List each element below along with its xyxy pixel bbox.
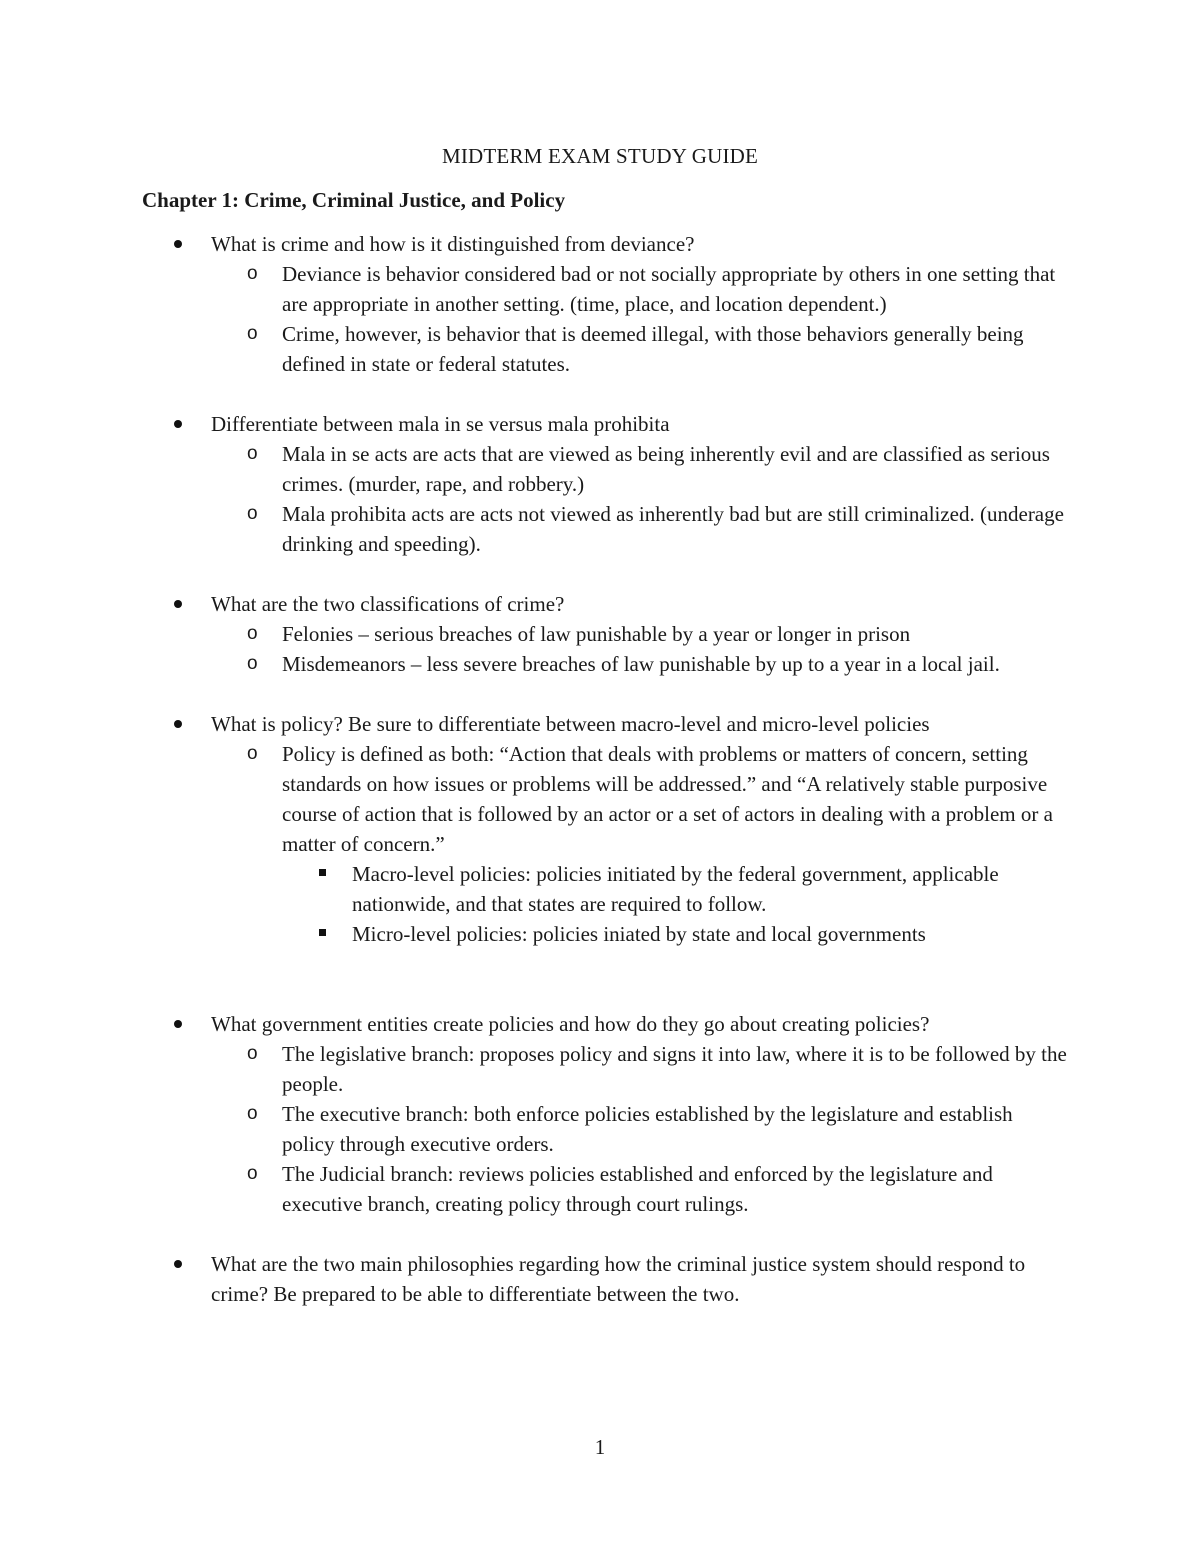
question-item [0, 409, 1200, 559]
circle-marker-icon: o [247, 503, 258, 524]
answer-text: The Judicial branch: reviews policies established and enforced by the legislature and executive branch, creating policy through court rulings. [282, 1162, 993, 1216]
answer-text: Mala in se acts are acts that are viewed as being inherently evil and are classified as serious crimes. (murder, rape, and robbery.) [282, 442, 1050, 496]
question-item [0, 709, 1200, 949]
square-bullet-icon [319, 869, 326, 876]
answer-text: Misdemeanors – less severe breaches of law punishable by up to a year in a local jail. [282, 652, 1000, 676]
circle-marker-icon: o [247, 1043, 258, 1064]
question-text: What are the two classifications of crime? [211, 592, 565, 616]
bullet-icon [174, 240, 182, 248]
document-title: MIDTERM EXAM STUDY GUIDE [441, 144, 759, 168]
bullet-icon [174, 720, 182, 728]
circle-marker-icon: o [247, 323, 258, 344]
question-text: What is crime and how is it distinguished from deviance? [211, 232, 695, 256]
bullet-icon [174, 1260, 182, 1268]
answer-item [0, 499, 1200, 559]
circle-marker-icon: o [247, 743, 258, 764]
detail-item [0, 859, 1200, 919]
answer-item [0, 739, 1200, 859]
study-guide-content [0, 229, 1200, 1339]
answer-text: The executive branch: both enforce policies established by the legislature and establish policy through executive orders. [282, 1102, 1013, 1156]
detail-text: Macro-level policies: policies initiated by the federal government, applicable nationwide, and that states are required to follow. [352, 862, 999, 916]
bullet-icon [174, 1020, 182, 1028]
answer-text: Mala prohibita acts are acts not viewed as inherently bad but are still criminalized. (underage drinking and speeding). [282, 502, 1064, 556]
question-item [0, 1009, 1200, 1219]
answer-item [0, 259, 1200, 319]
detail-item [0, 919, 1200, 949]
question-text: What is policy? Be sure to differentiate between macro-level and micro-level policies [211, 712, 930, 736]
answer-text: Crime, however, is behavior that is deemed illegal, with those behaviors generally being defined in state or federal statutes. [282, 322, 1024, 376]
bullet-icon [174, 600, 182, 608]
circle-marker-icon: o [247, 443, 258, 464]
question-text: What government entities create policies and how do they go about creating policies? [211, 1012, 930, 1036]
circle-marker-icon: o [247, 1163, 258, 1184]
answer-item [0, 1159, 1200, 1219]
answer-item [0, 439, 1200, 499]
square-bullet-icon [319, 929, 326, 936]
circle-marker-icon: o [247, 1103, 258, 1124]
answer-text: Deviance is behavior considered bad or not socially appropriate by others in one setting that are appropriate in another setting. (time, place, and location dependent.) [282, 262, 1056, 316]
chapter-heading: Chapter 1: Crime, Criminal Justice, and Policy [142, 188, 566, 212]
question-item [0, 589, 1200, 679]
answer-item [0, 1039, 1200, 1099]
question-text: What are the two main philosophies regarding how the criminal justice system should respond to crime? Be prepared to be able to differentiate between the two. [211, 1252, 1026, 1306]
detail-text: Micro-level policies: policies iniated by state and local governments [352, 922, 926, 946]
circle-marker-icon: o [247, 263, 258, 284]
answer-text: Felonies – serious breaches of law punishable by a year or longer in prison [282, 622, 911, 646]
circle-marker-icon: o [247, 653, 258, 674]
answer-item [0, 649, 1200, 679]
bullet-icon [174, 420, 182, 428]
answer-item [0, 619, 1200, 649]
circle-marker-icon: o [247, 623, 258, 644]
answer-item [0, 319, 1200, 379]
question-item [0, 229, 1200, 379]
page-number: 1 [594, 1435, 606, 1459]
question-item [0, 1249, 1200, 1309]
answer-item [0, 1099, 1200, 1159]
answer-text: The legislative branch: proposes policy and signs it into law, where it is to be followed by the people. [282, 1042, 1067, 1096]
answer-text: Policy is defined as both: “Action that deals with problems or matters of concern, setting standards on how issues or problems will be addressed.” and “A relatively stable purposive course of action that is followed by an actor or a set of actors in dealing with a problem or a matter of concern.” [282, 742, 1053, 856]
question-text: Differentiate between mala in se versus mala prohibita [211, 412, 670, 436]
